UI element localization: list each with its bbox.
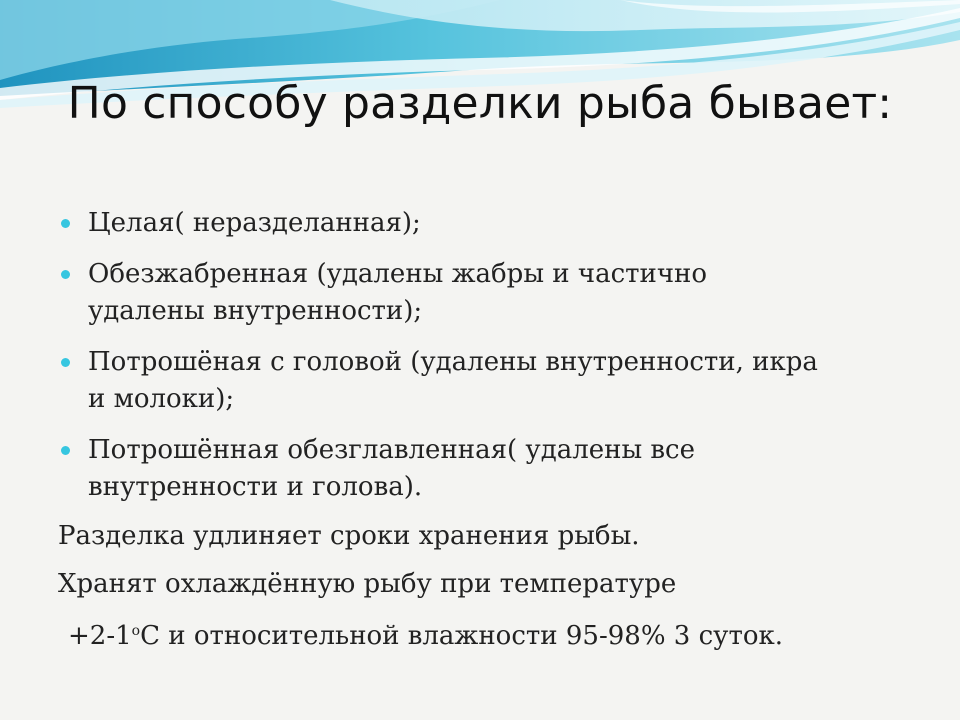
bullet-dot-icon <box>61 270 70 279</box>
list-item <box>58 256 918 330</box>
bullet-dot-icon <box>61 358 70 367</box>
temperature-range: +2-1 <box>68 621 132 651</box>
bullet-text-line: удалены внутренности); <box>88 296 423 326</box>
list-item <box>58 205 918 242</box>
slide-title: По способу разделки рыба бывает: <box>67 78 893 129</box>
slide-body <box>58 205 918 655</box>
paragraph-storage-note: Разделка удлиняет сроки хранения рыбы. <box>58 521 640 551</box>
bullet-list <box>58 205 918 506</box>
bullet-dot-icon <box>61 446 70 455</box>
list-item <box>58 432 918 506</box>
bullet-text: Целая( неразделанная); <box>88 208 421 238</box>
bullet-text-line: Потрошёная с головой (удалены внутренности, икра <box>88 347 818 377</box>
bullet-text-line: и молоки); <box>88 384 235 414</box>
list-item <box>58 344 918 418</box>
bullet-text-line: Обезжабренная (удалены жабры и частично <box>88 259 708 289</box>
degree-sign: о <box>131 623 141 639</box>
bullet-text-line: внутренности и голова). <box>88 472 423 502</box>
paragraph-temperature-values <box>58 613 918 655</box>
humidity-duration: С и относительной влажности 95-98% 3 суток. <box>140 621 784 651</box>
bullet-text-line: Потрошённая обезглавленная( удалены все <box>88 435 696 465</box>
paragraph-temperature-intro: Хранят охлаждённую рыбу при температуре <box>58 569 677 599</box>
bullet-dot-icon <box>61 219 70 228</box>
